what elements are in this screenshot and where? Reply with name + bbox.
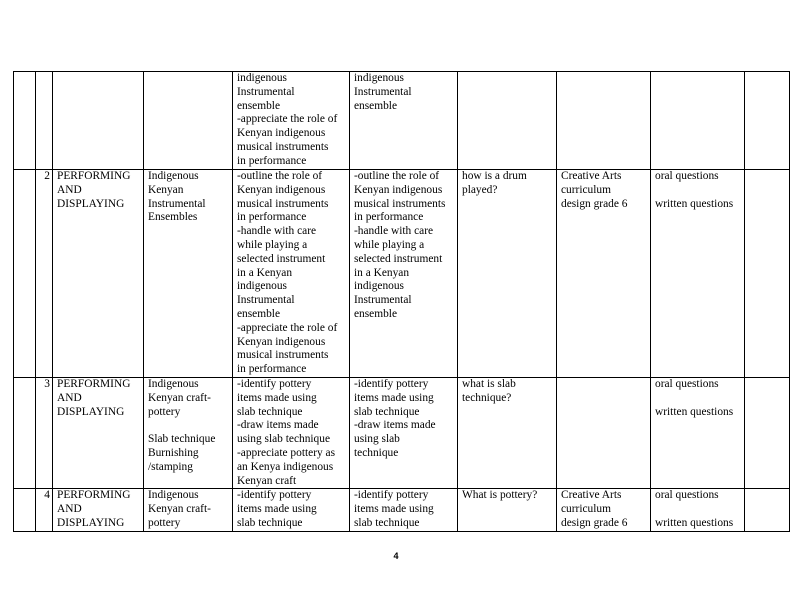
learning-outcomes-cell: indigenous Instrumental ensemble -appreciate the role of Kenyan indigenous musical instruments in performance (233, 72, 350, 170)
resources-cell (557, 378, 651, 489)
remarks-cell (745, 378, 790, 489)
lesson-cell: 4 (36, 489, 53, 532)
week-cell (14, 489, 36, 532)
page-number: 4 (393, 551, 399, 561)
assessment-cell: oral questions written questions (651, 378, 745, 489)
remarks-cell (745, 170, 790, 378)
learning-outcomes-cell: -identify pottery items made using slab technique (233, 489, 350, 532)
resources-cell (557, 72, 651, 170)
table-row (14, 489, 790, 532)
learning-outcomes-cell: -outline the role of Kenyan indigenous musical instruments in performance -handle with care while playing a selected instrument in a Kenyan indigenous Instrumental ensemble -appreciate the role of Kenyan indigenous musical instruments in performance (233, 170, 350, 378)
week-cell (14, 170, 36, 378)
sub-strand-cell (144, 72, 233, 170)
key-inquiry-cell (458, 72, 557, 170)
remarks-cell (745, 489, 790, 532)
strand-cell: PERFORMING AND DISPLAYING (53, 170, 144, 378)
learning-experiences-cell: -identify pottery items made using slab technique (350, 489, 458, 532)
resources-cell: Creative Arts curriculum design grade 6 (557, 170, 651, 378)
week-cell (14, 378, 36, 489)
table-row (14, 170, 790, 378)
learning-experiences-cell: -identify pottery items made using slab technique -draw items made using slab technique (350, 378, 458, 489)
learning-outcomes-cell: -identify pottery items made using slab technique -draw items made using slab technique -appreciate pottery as an Kenya indigenous Kenyan craft (233, 378, 350, 489)
sub-strand-cell: Indigenous Kenyan craft- pottery Slab technique Burnishing /stamping (144, 378, 233, 489)
remarks-cell (745, 72, 790, 170)
assessment-cell: oral questions written questions (651, 489, 745, 532)
lesson-cell: 2 (36, 170, 53, 378)
learning-experiences-cell: -outline the role of Kenyan indigenous musical instruments in performance -handle with care while playing a selected instrument in a Kenyan indigenous Instrumental ensemble (350, 170, 458, 378)
resources-cell: Creative Arts curriculum design grade 6 (557, 489, 651, 532)
week-cell (14, 72, 36, 170)
sub-strand-cell: Indigenous Kenyan Instrumental Ensembles (144, 170, 233, 378)
assessment-cell (651, 72, 745, 170)
key-inquiry-cell: what is slab technique? (458, 378, 557, 489)
scheme-of-work-table (13, 71, 790, 532)
assessment-cell: oral questions written questions (651, 170, 745, 378)
lesson-cell (36, 72, 53, 170)
strand-cell (53, 72, 144, 170)
strand-cell: PERFORMING AND DISPLAYING (53, 489, 144, 532)
sub-strand-cell: Indigenous Kenyan craft- pottery (144, 489, 233, 532)
learning-experiences-cell: indigenous Instrumental ensemble (350, 72, 458, 170)
table-row (14, 378, 790, 489)
key-inquiry-cell: What is pottery? (458, 489, 557, 532)
key-inquiry-cell: how is a drum played? (458, 170, 557, 378)
strand-cell: PERFORMING AND DISPLAYING (53, 378, 144, 489)
lesson-cell: 3 (36, 378, 53, 489)
table-row (14, 72, 790, 170)
